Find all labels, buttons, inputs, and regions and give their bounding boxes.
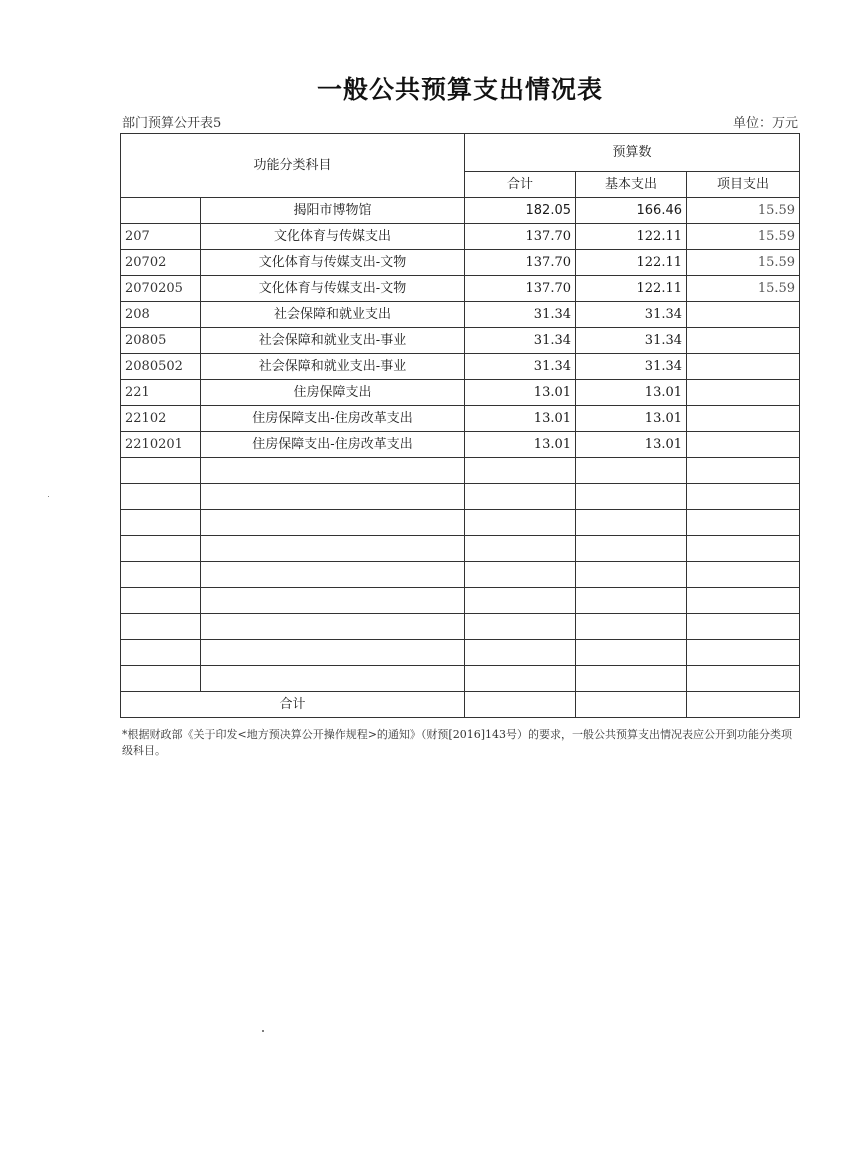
cell-total-sum	[465, 692, 576, 718]
cell-project	[687, 354, 800, 380]
cell-empty	[687, 562, 800, 588]
cell-empty	[121, 640, 201, 666]
table-row-empty	[121, 614, 800, 640]
table-row-empty	[121, 588, 800, 614]
cell-empty	[576, 666, 687, 692]
cell-code: 2210201	[121, 432, 201, 458]
budget-table	[120, 133, 800, 718]
cell-total: 13.01	[465, 406, 576, 432]
cell-empty	[576, 562, 687, 588]
cell-project: 15.59	[687, 276, 800, 302]
cell-empty	[121, 458, 201, 484]
cell-empty	[576, 536, 687, 562]
cell-name: 社会保障和就业支出-事业	[201, 354, 465, 380]
cell-total: 137.70	[465, 250, 576, 276]
cell-code: 208	[121, 302, 201, 328]
cell-empty	[576, 614, 687, 640]
cell-empty	[576, 458, 687, 484]
cell-basic-sum	[576, 692, 687, 718]
cell-project	[687, 432, 800, 458]
table-number: 部门预算公开表5	[122, 116, 222, 131]
cell-total: 137.70	[465, 276, 576, 302]
cell-empty	[687, 614, 800, 640]
table-body	[121, 198, 800, 692]
table-row-empty	[121, 640, 800, 666]
cell-basic: 13.01	[576, 406, 687, 432]
cell-code: 2080502	[121, 354, 201, 380]
cell-empty	[201, 484, 465, 510]
cell-basic: 166.46	[576, 198, 687, 224]
table-row	[121, 354, 800, 380]
table-row	[121, 276, 800, 302]
cell-empty	[576, 588, 687, 614]
cell-empty	[465, 536, 576, 562]
cell-code: 2070205	[121, 276, 201, 302]
cell-empty	[465, 640, 576, 666]
cell-empty	[201, 666, 465, 692]
cell-empty	[465, 562, 576, 588]
cell-empty	[576, 484, 687, 510]
header-project: 项目支出	[687, 172, 800, 198]
scan-speck	[262, 1030, 264, 1032]
cell-basic: 31.34	[576, 328, 687, 354]
cell-empty	[121, 510, 201, 536]
cell-basic: 31.34	[576, 302, 687, 328]
cell-code: 20702	[121, 250, 201, 276]
cell-basic: 13.01	[576, 432, 687, 458]
cell-code: 207	[121, 224, 201, 250]
cell-empty	[687, 458, 800, 484]
cell-code: 22102	[121, 406, 201, 432]
cell-empty	[465, 666, 576, 692]
cell-empty	[576, 640, 687, 666]
cell-name: 住房保障支出-住房改革支出	[201, 432, 465, 458]
cell-empty	[687, 536, 800, 562]
cell-name: 住房保障支出	[201, 380, 465, 406]
table-row	[121, 432, 800, 458]
cell-empty	[121, 666, 201, 692]
cell-project	[687, 328, 800, 354]
cell-empty	[465, 458, 576, 484]
header-basic: 基本支出	[576, 172, 687, 198]
cell-empty	[121, 588, 201, 614]
table-row-org	[121, 198, 800, 224]
cell-code: 221	[121, 380, 201, 406]
header-total: 合计	[465, 172, 576, 198]
cell-project	[687, 406, 800, 432]
cell-empty	[687, 510, 800, 536]
cell-project: 15.59	[687, 250, 800, 276]
cell-empty	[201, 458, 465, 484]
cell-basic: 122.11	[576, 250, 687, 276]
table-row	[121, 328, 800, 354]
total-label: 合计	[121, 692, 465, 718]
cell-total: 31.34	[465, 354, 576, 380]
cell-empty	[465, 614, 576, 640]
cell-project	[687, 302, 800, 328]
cell-name: 社会保障和就业支出	[201, 302, 465, 328]
cell-empty	[121, 484, 201, 510]
cell-name: 文化体育与传媒支出-文物	[201, 276, 465, 302]
table-row-total	[121, 692, 800, 718]
cell-total: 182.05	[465, 198, 576, 224]
cell-empty	[201, 614, 465, 640]
table-row	[121, 302, 800, 328]
cell-name: 住房保障支出-住房改革支出	[201, 406, 465, 432]
table-row-empty	[121, 562, 800, 588]
cell-project	[687, 380, 800, 406]
cell-empty	[121, 562, 201, 588]
cell-code: 20805	[121, 328, 201, 354]
table-row	[121, 380, 800, 406]
cell-code	[121, 198, 201, 224]
footnote: *根据财政部《关于印发<地方预决算公开操作规程>的通知》（财预[2016]143号）的要求，一般公共预算支出情况表应公开到功能分类项级科目。	[122, 728, 793, 757]
table-row	[121, 250, 800, 276]
cell-total: 13.01	[465, 432, 576, 458]
table-row-empty	[121, 536, 800, 562]
cell-empty	[201, 640, 465, 666]
cell-total: 137.70	[465, 224, 576, 250]
cell-project-sum	[687, 692, 800, 718]
cell-empty	[121, 536, 201, 562]
cell-empty	[687, 484, 800, 510]
table-row-empty	[121, 666, 800, 692]
header-category: 功能分类科目	[121, 134, 465, 198]
table-row	[121, 224, 800, 250]
cell-empty	[576, 510, 687, 536]
cell-basic: 31.34	[576, 354, 687, 380]
cell-total: 31.34	[465, 302, 576, 328]
cell-empty	[201, 562, 465, 588]
cell-project: 15.59	[687, 198, 800, 224]
cell-name: 揭阳市博物馆	[201, 198, 465, 224]
cell-empty	[121, 614, 201, 640]
table-row-empty	[121, 484, 800, 510]
table-row	[121, 406, 800, 432]
cell-name: 文化体育与传媒支出-文物	[201, 250, 465, 276]
table-header	[121, 134, 800, 198]
cell-empty	[687, 588, 800, 614]
cell-basic: 122.11	[576, 224, 687, 250]
cell-name: 社会保障和就业支出-事业	[201, 328, 465, 354]
cell-total: 13.01	[465, 380, 576, 406]
header-budget: 预算数	[465, 134, 800, 172]
cell-empty	[687, 640, 800, 666]
cell-project: 15.59	[687, 224, 800, 250]
cell-empty	[465, 484, 576, 510]
cell-empty	[201, 536, 465, 562]
cell-empty	[201, 510, 465, 536]
cell-total: 31.34	[465, 328, 576, 354]
unit-label: 单位：万元	[732, 116, 798, 131]
cell-empty	[201, 588, 465, 614]
cell-name: 文化体育与传媒支出	[201, 224, 465, 250]
cell-basic: 13.01	[576, 380, 687, 406]
table-row-empty	[121, 458, 800, 484]
cell-basic: 122.11	[576, 276, 687, 302]
cell-empty	[687, 666, 800, 692]
scan-speck	[48, 496, 49, 497]
cell-empty	[465, 588, 576, 614]
cell-empty	[465, 510, 576, 536]
table-row-empty	[121, 510, 800, 536]
page-title: 一般公共预算支出情况表	[316, 75, 603, 104]
